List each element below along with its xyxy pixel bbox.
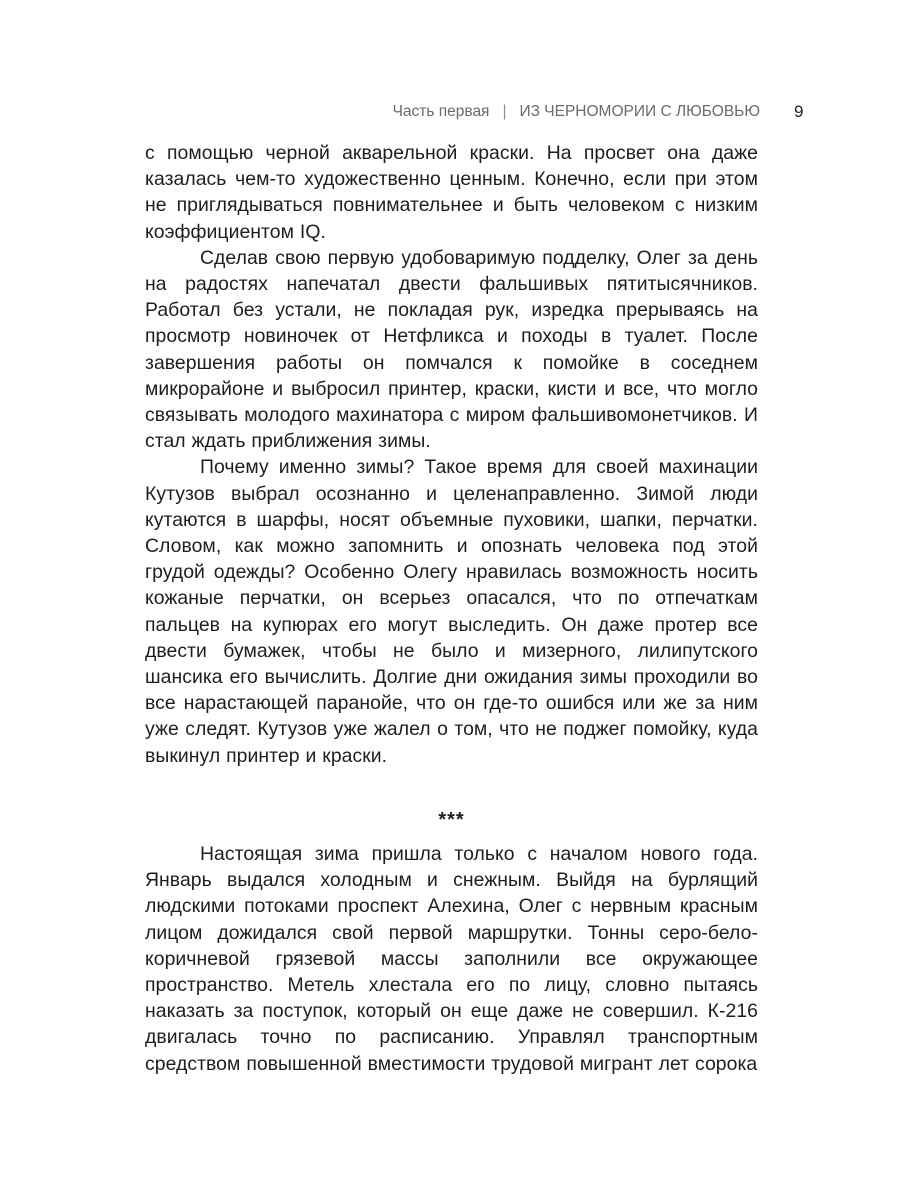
- page-number: 9: [794, 102, 804, 121]
- paragraph: Сделав свою первую удобоваримую подделку, Олег за день на радостях напечатал двести фальшивых пятитысячников. Работал без устали, не покладая рук, изредка прерываясь на просмотр новиночек от Нетфликса и походы в туалет. После завершения работы он помчался к помойке в соседнем микрорайоне и выбросил принтер, краски, кисти и все, что могло связывать молодого махинатора с миром фальшивомонетчиков. И стал ждать приближения зимы.: [145, 246, 758, 453]
- header-separator: |: [502, 103, 507, 120]
- section-break: ***: [438, 809, 465, 831]
- paragraph: Настоящая зима пришла только с началом нового года. Январь выдался холодным и снежным. Выйдя на бурлящий людскими потоками проспект Алехина, Олег с нервным красным лицом дожидался свой первой маршрутки. Тонны серо-бело-коричневой грязевой массы заполнили все окружающее пространство. Метель хлестала его по лицу, словно пытаясь наказать за поступок, который он еще даже не совершил. К-216 двигалась точно по расписанию. Управлял транспортным средством повышенной вместимости трудовой мигрант лет сорока: [145, 843, 758, 1075]
- text-block-before-break: [145, 140, 758, 769]
- running-head: [386, 103, 760, 121]
- paragraph-continued: с помощью черной акварельной краски. На просвет она даже казалась чем-то художественно ценным. Конечно, если при этом не приглядываться повнимательнее и быть человеком с низким коэффициентом IQ.: [145, 142, 758, 243]
- text-block-after-break: [145, 841, 758, 1077]
- chapter-title: ИЗ ЧЕРНОМОРИИ С ЛЮБОВЬЮ: [519, 103, 760, 120]
- paragraph: Почему именно зимы? Такое время для своей махинации Кутузов выбрал осознанно и целенаправленно. Зимой люди кутаются в шарфы, носят объемные пуховики, шапки, перчатки. Словом, как можно запомнить и опознать человека под этой грудой одежды? Особенно Олегу нравилась возможность носить кожаные перчатки, он всерьез опасался, что по отпечаткам пальцев на купюрах его могут выследить. Он даже протер все двести бумажек, чтобы не было и мизерного, лилипутского шансика его вычислить. Долгие дни ожидания зимы проходили во все нарастающей паранойе, что он где-то ошибся или же за ним уже следят. Кутузов уже жалел о том, что не поджег помойку, куда выкинул принтер и краски.: [145, 456, 758, 767]
- part-title: Часть первая: [392, 103, 490, 120]
